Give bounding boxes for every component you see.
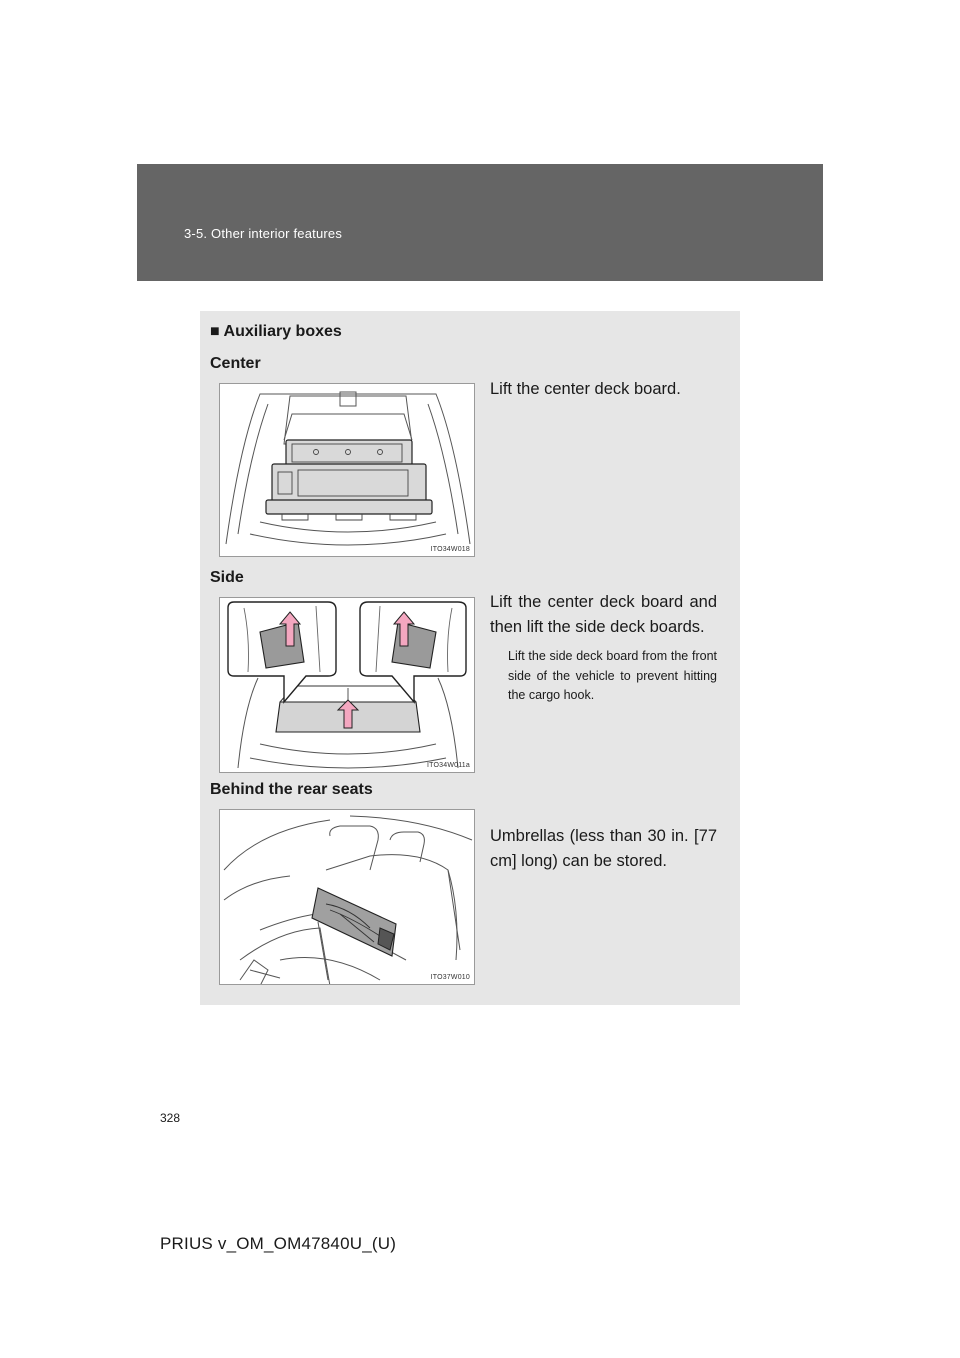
content-box [200,311,740,1005]
rear-figure-code: ITO37W010 [430,974,470,981]
center-figure [219,383,475,557]
center-title: Center [210,355,261,372]
center-text: Lift the center deck board. [490,380,681,398]
rear-figure [219,809,475,985]
center-illustration [220,384,475,557]
rear-title: Behind the rear seats [210,781,373,798]
side-figure [219,597,475,773]
rear-illustration [220,810,475,985]
side-title: Side [210,569,244,586]
section-title: 3-5. Other interior features [184,226,343,241]
side-figure-code: ITO34W011a [427,762,470,769]
side-note: Lift the side deck board from the front side of the vehicle to prevent hitting the cargo hook. [508,649,717,702]
header-band [137,164,823,281]
side-illustration [220,598,475,773]
page-number: 328 [160,1111,181,1125]
rear-text: Umbrellas (less than 30 in. [77 cm] long) can be stored. [490,827,717,870]
section-heading: ■ Auxiliary boxes [210,323,342,340]
footer-code: PRIUS v_OM_OM47840U_(U) [160,1234,397,1253]
center-figure-code: ITO34W018 [430,546,470,553]
side-text: Lift the center deck board and then lift the side deck boards. [490,593,717,636]
